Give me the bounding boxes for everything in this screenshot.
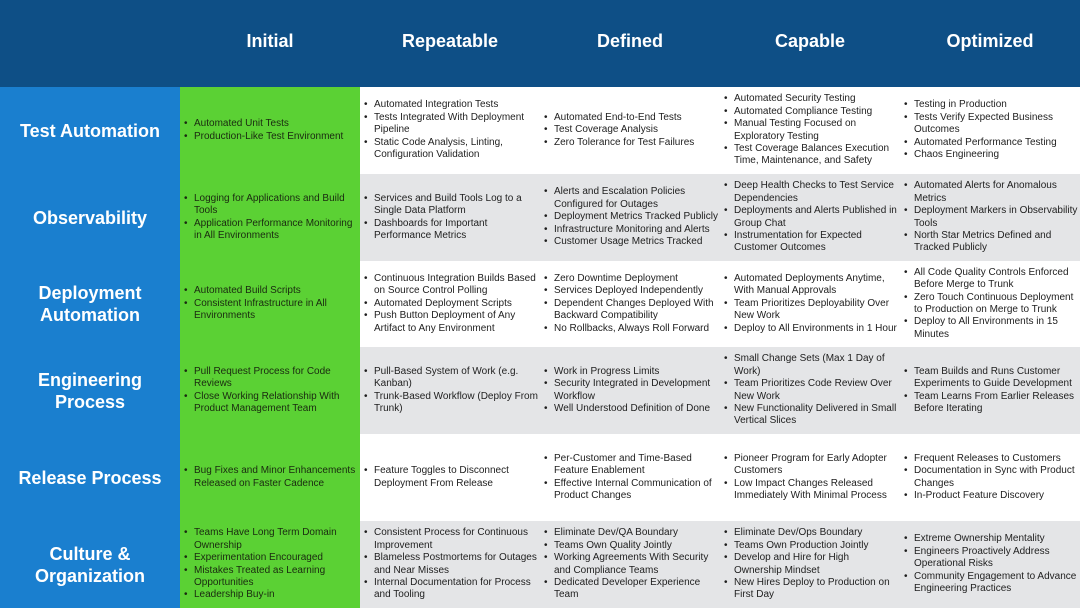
practice-item: • Consistent Infrastructure in All Environments (194, 298, 358, 323)
practice-item: • Team Builds and Runs Customer Experiments to Guide Development (914, 366, 1078, 391)
practice-item: • Chaos Engineering (914, 149, 1078, 161)
practice-item: • Working Agreements With Security and Compliance Teams (554, 552, 718, 577)
practice-item: • Automated Performance Testing (914, 137, 1078, 149)
practice-item: • Documentation in Sync with Product Changes (914, 465, 1078, 490)
practice-item: • Automated Integration Tests (374, 99, 538, 111)
practice-list (902, 366, 1078, 416)
practice-list (902, 453, 1078, 503)
practice-item: • Pioneer Program for Early Adopter Customers (734, 453, 898, 478)
practice-item: • Work in Progress Limits (554, 366, 718, 378)
practice-list (722, 353, 898, 427)
practice-item: • Teams Own Quality Jointly (554, 540, 718, 552)
practice-item: • Static Code Analysis, Linting, Configuration Validation (374, 137, 538, 162)
practice-list (902, 267, 1078, 341)
matrix-cell-optimized (900, 521, 1080, 608)
practice-item: • Production-Like Test Environment (194, 131, 343, 143)
row-label: Engineering Process (0, 347, 180, 434)
practice-item: • Extreme Ownership Mentality (914, 533, 1078, 545)
practice-item: • In-Product Feature Discovery (914, 490, 1078, 502)
practice-item: • Push Button Deployment of Any Artifact to Any Environment (374, 310, 538, 335)
practice-list (902, 180, 1078, 254)
practice-item: • Deployment Metrics Tracked Publicly (554, 211, 718, 223)
practice-item: • Blameless Postmortems for Outages and Near Misses (374, 552, 538, 577)
matrix-cell-initial (180, 87, 360, 174)
practice-item: • Pull-Based System of Work (e.g. Kanban) (374, 366, 538, 391)
practice-item: • Experimentation Encouraged (194, 552, 358, 564)
practice-item: • Logging for Applications and Build Tools (194, 193, 358, 218)
practice-item: • Application Performance Monitoring in All Environments (194, 218, 358, 243)
practice-item: • Automated Compliance Testing (734, 106, 898, 118)
matrix-cell-initial (180, 434, 360, 521)
practice-item: • Low Impact Changes Released Immediately With Minimal Process (734, 478, 898, 503)
practice-list (542, 453, 718, 503)
practice-item: • North Star Metrics Defined and Tracked Publicly (914, 230, 1078, 255)
column-header-optimized: Optimized (900, 0, 1080, 87)
practice-item: • Instrumentation for Expected Customer Outcomes (734, 230, 898, 255)
column-header-repeatable: Repeatable (360, 0, 540, 87)
practice-item: • Customer Usage Metrics Tracked (554, 236, 718, 248)
practice-list (362, 193, 538, 243)
practice-list (902, 99, 1078, 161)
practice-item: • Bug Fixes and Minor Enhancements Released on Faster Cadence (194, 465, 358, 490)
practice-item: • Community Engagement to Advance Engineering Practices (914, 571, 1078, 596)
practice-item: • Close Working Relationship With Product Management Team (194, 391, 358, 416)
practice-item: • Testing in Production (914, 99, 1078, 111)
practice-list (542, 527, 718, 601)
matrix-cell-optimized (900, 261, 1080, 347)
practice-item: • Team Prioritizes Code Review Over New Work (734, 378, 898, 403)
practice-item: • Small Change Sets (Max 1 Day of Work) (734, 353, 898, 378)
practice-item: • Mistakes Treated as Learning Opportunities (194, 565, 358, 590)
practice-list (182, 366, 358, 416)
practice-item: • Deployment Markers in Observability Tools (914, 205, 1078, 230)
practice-item: • Services Deployed Independently (554, 285, 718, 297)
practice-item: • Tests Verify Expected Business Outcomes (914, 112, 1078, 137)
practice-list (542, 186, 718, 248)
matrix-cell-initial (180, 261, 360, 347)
matrix-cell-defined (540, 521, 720, 608)
practice-item: • Deep Health Checks to Test Service Dependencies (734, 180, 898, 205)
column-header-capable: Capable (720, 0, 900, 87)
practice-list (722, 527, 898, 601)
practice-item: • Consistent Process for Continuous Improvement (374, 527, 538, 552)
practice-list (362, 527, 538, 601)
practice-list (362, 366, 538, 416)
practice-item: • Test Coverage Balances Execution Time, Maintenance, and Safety (734, 143, 898, 168)
practice-item: • Automated Deployment Scripts (374, 298, 538, 310)
practice-item: • Zero Downtime Deployment (554, 273, 718, 285)
practice-item: • Team Prioritizes Deployability Over New Work (734, 298, 898, 323)
practice-item: • Continuous Integration Builds Based on Source Control Polling (374, 273, 538, 298)
practice-item: • Automated Alerts for Anomalous Metrics (914, 180, 1078, 205)
practice-item: • Leadership Buy-in (194, 589, 358, 601)
practice-item: • Teams Have Long Term Domain Ownership (194, 527, 358, 552)
practice-list (182, 193, 358, 243)
practice-item: • Automated Deployments Anytime, With Manual Approvals (734, 273, 898, 298)
matrix-cell-defined (540, 87, 720, 174)
practice-item: • Dashboards for Important Performance Metrics (374, 218, 538, 243)
practice-item: • Deploy to All Environments in 15 Minutes (914, 316, 1078, 341)
matrix-cell-initial (180, 521, 360, 608)
practice-item: • All Code Quality Controls Enforced Before Merge to Trunk (914, 267, 1078, 292)
practice-list (542, 366, 718, 416)
practice-list (182, 118, 343, 143)
matrix-cell-defined (540, 174, 720, 261)
practice-list (722, 453, 898, 503)
matrix-cell-initial (180, 347, 360, 434)
matrix-cell-capable (720, 261, 900, 347)
row-label: Release Process (0, 434, 180, 521)
practice-list (362, 99, 538, 161)
practice-item: • Team Learns From Earlier Releases Before Iterating (914, 391, 1078, 416)
practice-list (362, 465, 538, 490)
practice-item: • Trunk-Based Workflow (Deploy From Trunk) (374, 391, 538, 416)
column-header-defined: Defined (540, 0, 720, 87)
practice-item: • Dedicated Developer Experience Team (554, 577, 718, 602)
practice-list (722, 180, 898, 254)
matrix-cell-optimized (900, 87, 1080, 174)
practice-item: • Security Integrated in Development Workflow (554, 378, 718, 403)
practice-item: • No Rollbacks, Always Roll Forward (554, 323, 718, 335)
practice-item: • Zero Touch Continuous Deployment to Production on Merge to Trunk (914, 292, 1078, 317)
matrix-cell-repeatable (360, 87, 540, 174)
matrix-cell-repeatable (360, 521, 540, 608)
row-label: Observability (0, 174, 180, 261)
practice-list (182, 285, 358, 322)
matrix-cell-defined (540, 434, 720, 521)
row-label: Culture & Organization (0, 521, 180, 608)
matrix-cell-defined (540, 347, 720, 434)
practice-list (362, 273, 538, 335)
matrix-cell-capable (720, 434, 900, 521)
row-label: Deployment Automation (0, 261, 180, 347)
practice-item: • Automated Unit Tests (194, 118, 343, 130)
practice-item: • Alerts and Escalation Policies Configured for Outages (554, 186, 718, 211)
practice-list (182, 465, 358, 490)
matrix-cell-capable (720, 347, 900, 434)
matrix-cell-capable (720, 521, 900, 608)
practice-list (902, 533, 1078, 595)
practice-item: • Infrastructure Monitoring and Alerts (554, 224, 718, 236)
practice-item: • Automated Build Scripts (194, 285, 358, 297)
column-header-initial: Initial (180, 0, 360, 87)
practice-list (722, 273, 898, 335)
practice-item: • Well Understood Definition of Done (554, 403, 718, 415)
matrix-cell-repeatable (360, 347, 540, 434)
practice-item: • Automated End-to-End Tests (554, 112, 694, 124)
practice-item: • Per-Customer and Time-Based Feature Enablement (554, 453, 718, 478)
practice-item: • Automated Security Testing (734, 93, 898, 105)
practice-item: • Eliminate Dev/Ops Boundary (734, 527, 898, 539)
row-label: Test Automation (0, 87, 180, 174)
matrix-cell-optimized (900, 347, 1080, 434)
practice-item: • Develop and Hire for High Ownership Mindset (734, 552, 898, 577)
practice-list (542, 273, 718, 335)
practice-item: • New Hires Deploy to Production on First Day (734, 577, 898, 602)
matrix-cell-initial (180, 174, 360, 261)
practice-item: • Feature Toggles to Disconnect Deployment From Release (374, 465, 538, 490)
practice-item: • Services and Build Tools Log to a Single Data Platform (374, 193, 538, 218)
matrix-cell-defined (540, 261, 720, 347)
practice-item: • Teams Own Production Jointly (734, 540, 898, 552)
practice-item: • Eliminate Dev/QA Boundary (554, 527, 718, 539)
practice-item: • Test Coverage Analysis (554, 124, 694, 136)
practice-item: • Zero Tolerance for Test Failures (554, 137, 694, 149)
practice-item: • Pull Request Process for Code Reviews (194, 366, 358, 391)
practice-item: • Tests Integrated With Deployment Pipeline (374, 112, 538, 137)
practice-list (182, 527, 358, 601)
header-corner (0, 0, 180, 87)
practice-item: • Engineers Proactively Address Operational Risks (914, 546, 1078, 571)
practice-item: • Internal Documentation for Process and Tooling (374, 577, 538, 602)
practice-list (722, 93, 898, 167)
practice-item: • Manual Testing Focused on Exploratory Testing (734, 118, 898, 143)
matrix-cell-repeatable (360, 174, 540, 261)
matrix-cell-repeatable (360, 261, 540, 347)
matrix-cell-optimized (900, 434, 1080, 521)
practice-item: • Deploy to All Environments in 1 Hour (734, 323, 898, 335)
practice-item: • New Functionality Delivered in Small Vertical Slices (734, 403, 898, 428)
practice-list (542, 112, 694, 149)
practice-item: • Dependent Changes Deployed With Backward Compatibility (554, 298, 718, 323)
practice-item: • Effective Internal Communication of Product Changes (554, 478, 718, 503)
matrix-cell-capable (720, 174, 900, 261)
matrix-cell-capable (720, 87, 900, 174)
practice-item: • Deployments and Alerts Published in Group Chat (734, 205, 898, 230)
matrix-cell-repeatable (360, 434, 540, 521)
practice-item: • Frequent Releases to Customers (914, 453, 1078, 465)
matrix-cell-optimized (900, 174, 1080, 261)
